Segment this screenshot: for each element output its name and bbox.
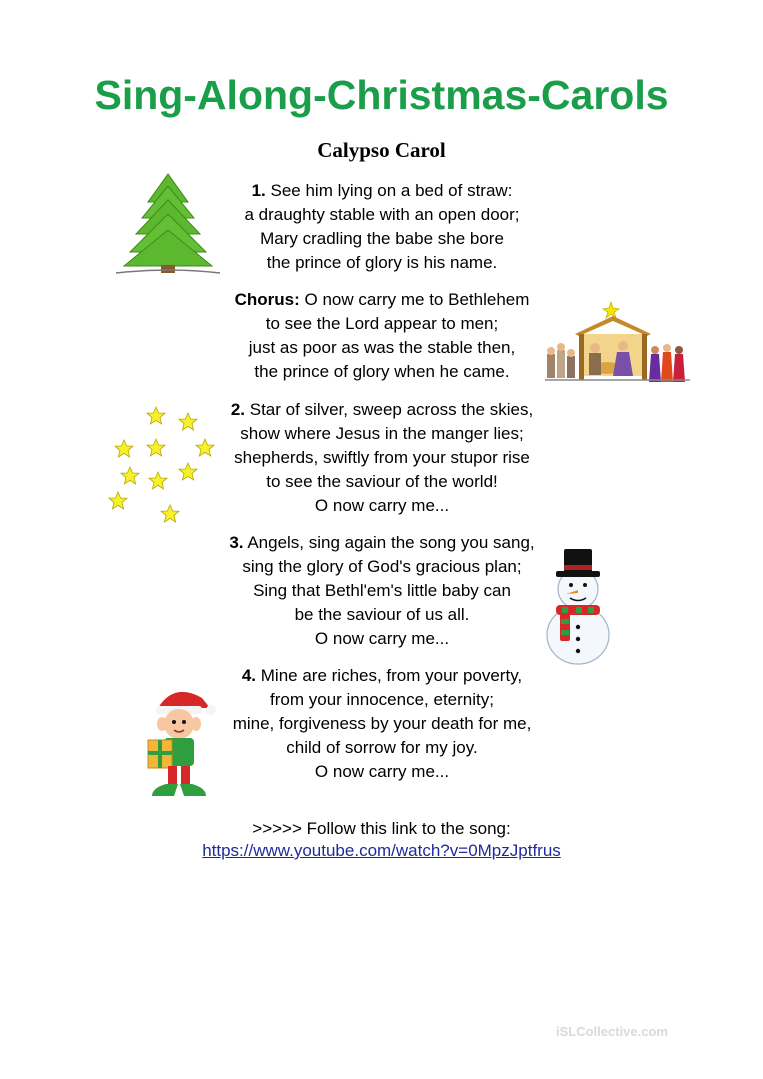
verse-number: 2.	[230, 400, 245, 419]
nativity-icon	[545, 296, 690, 397]
verse-4	[182, 664, 582, 784]
verse-3	[182, 531, 582, 651]
christmas-tree-icon	[112, 172, 224, 283]
watermark: iSLCollective.com	[556, 1024, 668, 1039]
verse-number: 1.	[251, 181, 266, 200]
verse-line: child of sorrow for my joy.	[286, 738, 478, 757]
verse-line: the prince of glory is his name.	[266, 253, 498, 272]
verse-line: from your innocence, eternity;	[270, 690, 494, 709]
chorus-line: to see the Lord appear to men;	[265, 314, 499, 333]
snowman-icon	[542, 545, 614, 672]
song-title: Calypso Carol	[317, 138, 446, 162]
elf-icon	[144, 684, 218, 809]
chorus-line: just as poor as was the stable then,	[248, 338, 516, 357]
verse-line: show where Jesus in the manger lies;	[240, 424, 524, 443]
page-title: Sing-Along-Christmas-Carols	[94, 72, 669, 118]
verse-line: 1. See him lying on a bed of straw:	[251, 181, 513, 200]
verse-line: 2. Star of silver, sweep across the skies,	[230, 400, 534, 419]
chorus-line: Chorus: O now carry me to Bethlehem	[234, 290, 530, 309]
verse-2	[182, 398, 582, 518]
verse-number: 3.	[229, 533, 244, 552]
song-link[interactable]: https://www.youtube.com/watch?v=0MpzJptfrus	[202, 841, 561, 860]
verse-1	[182, 179, 582, 275]
verse-line: O now carry me...	[314, 496, 450, 515]
verse-line: 3. Angels, sing again the song you sang,	[229, 533, 535, 552]
verse-line: shepherds, swiftly from your stupor rise	[234, 448, 530, 467]
stars-icon	[106, 404, 222, 533]
verse-number: 4.	[241, 666, 257, 685]
verse-line: a draughty stable with an open door;	[244, 205, 520, 224]
verse-line: to see the saviour of the world!	[266, 472, 498, 491]
chorus-label: Chorus:	[234, 290, 300, 309]
verse-line: Mary cradling the babe she bore	[260, 229, 504, 248]
verse-line: sing the glory of God's gracious plan;	[242, 557, 522, 576]
chorus-line: the prince of glory when he came.	[254, 362, 510, 381]
verse-line: O now carry me...	[314, 762, 450, 781]
verse-line: O now carry me...	[314, 629, 450, 648]
verse-line: Sing that Bethl'em's little baby can	[253, 581, 511, 600]
verse-line: 4. Mine are riches, from your poverty,	[241, 666, 523, 685]
follow-link-text: >>>>> Follow this link to the song:	[252, 819, 511, 838]
song-link-container	[0, 840, 763, 862]
chorus	[182, 288, 582, 384]
verse-line: be the saviour of us all.	[294, 605, 470, 624]
verse-line: mine, forgiveness by your death for me,	[232, 714, 532, 733]
